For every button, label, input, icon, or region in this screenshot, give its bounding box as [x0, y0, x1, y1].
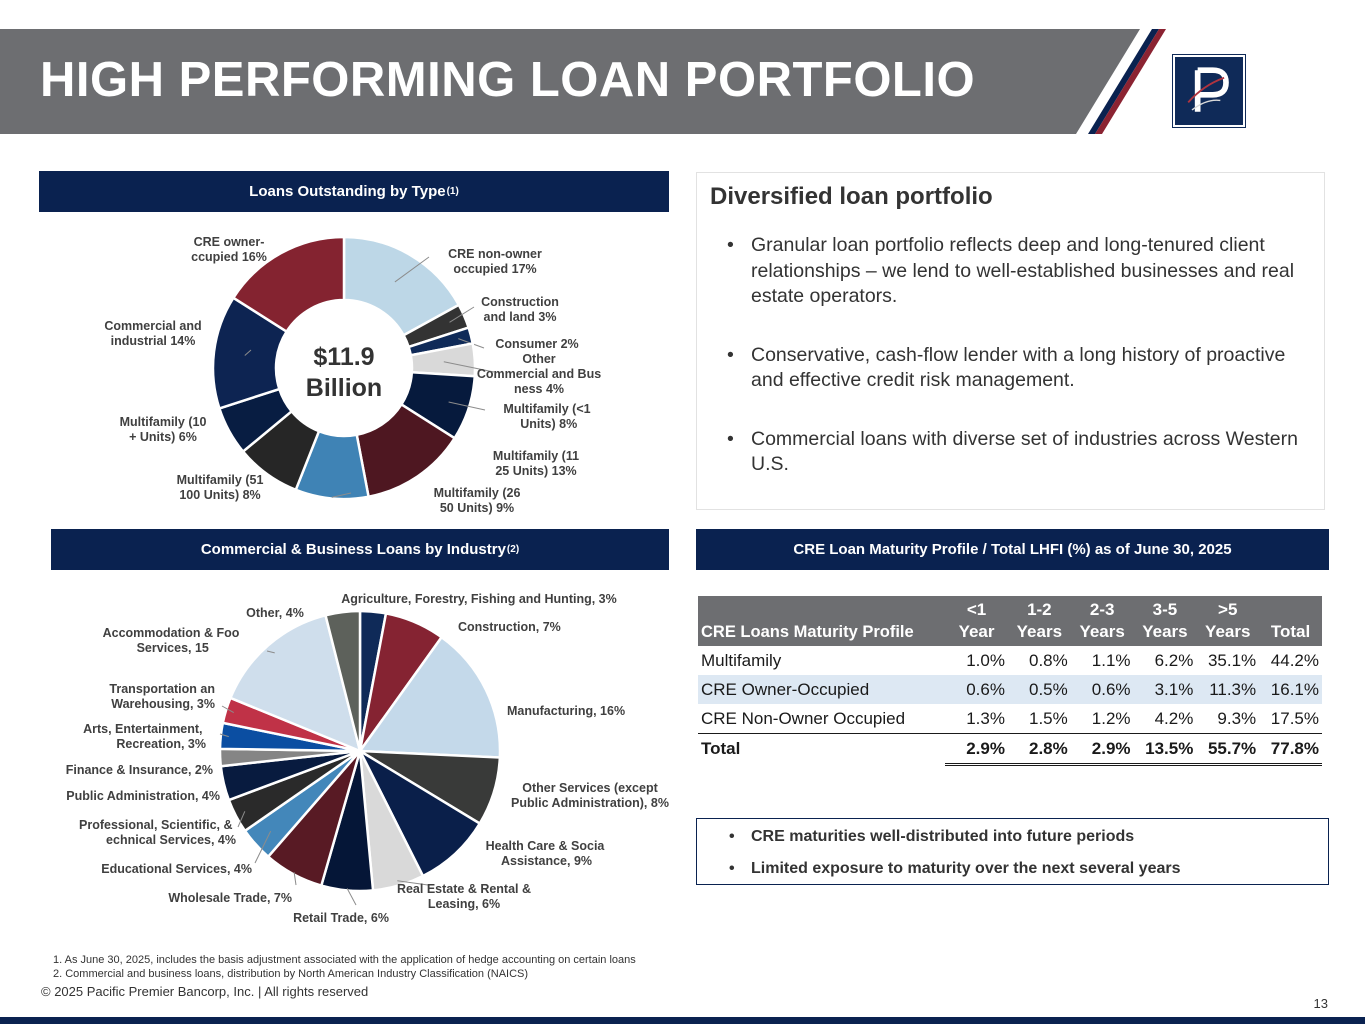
industry-section-title: Commercial & Business Loans by Industry — [200, 541, 506, 558]
slice-label-transportation-and-warehousing: Transportation an Warehousing, 3% — [107, 682, 215, 711]
pacific-premier-logo-icon — [1173, 55, 1245, 127]
table-cell: 17.5% — [1259, 704, 1322, 734]
table-row — [698, 704, 1322, 734]
slice-label-multifamily-10-units: Multifamily (<1 Units) 8% — [503, 402, 591, 431]
table-cell: 2.9% — [1071, 734, 1134, 765]
table-cell: 6.2% — [1154, 650, 1194, 670]
table-cell: 11.3% — [1196, 675, 1259, 704]
table-cell: 0.6% — [945, 675, 1008, 704]
table-cell: 35.1% — [1207, 650, 1257, 670]
table-cell: 1.1% — [1091, 650, 1131, 670]
slice-label-cre-non-owner-occupied: CRE non-owner occupied 17% — [448, 247, 542, 276]
table-header-cell: Total — [1259, 596, 1322, 646]
table-cell: Total — [701, 739, 741, 759]
table-cell: 3.1% — [1134, 675, 1197, 704]
slice-label-manufacturing: Manufacturing, 16% — [507, 704, 626, 718]
table-cell: 9.3% — [1196, 704, 1259, 734]
slice-label-accommodation-food-services: Accommodation & Foo Services, 15 — [102, 626, 240, 655]
cre-maturity-table — [698, 596, 1322, 766]
table-header-cell: 1-2 Years — [1008, 596, 1071, 646]
table-header-cell: CRE Loans Maturity Profile — [698, 596, 945, 646]
loans-section-footnote-ref: (1) — [446, 186, 459, 197]
table-cell: 1.5% — [1008, 704, 1071, 734]
maturity-section-title: CRE Loan Maturity Profile / Total LHFI (%) as of June 30, 2025 — [793, 541, 1232, 558]
table-cell: Multifamily — [701, 650, 782, 670]
diversified-bullet: • Conservative, cash-flow lender with a long history of proactive and effective credit risk management. — [727, 343, 1307, 394]
diversified-bullet: • Granular loan portfolio reflects deep and long-tenured client relationships – we lend to well-established businesses and real estate operators. — [727, 233, 1307, 310]
table-cell: 0.8% — [1029, 650, 1068, 670]
table-cell: 1.3% — [945, 704, 1008, 734]
table-cell: 77.8% — [1259, 734, 1322, 765]
cre-maturity-callout — [696, 818, 1329, 885]
table-row — [698, 646, 1322, 675]
donut-center-amount: $11.9 — [313, 343, 375, 371]
slice-label-agriculture-forestry-fishing-and-hunting: Agriculture, Forestry, Fishing and Hunting, 3% — [341, 592, 617, 606]
diversified-heading: Diversified loan portfolio — [710, 183, 993, 210]
slice-label-educational-services: Educational Services, 4% — [101, 862, 252, 876]
industry-section-footnote-ref: (2) — [506, 544, 520, 555]
table-cell: 4.2% — [1134, 704, 1197, 734]
table-header-cell: <1 Year — [945, 596, 1008, 646]
slice-label-professional-scientific-technical-services: Professional, Scientific, & echnical Services, 4% — [79, 818, 236, 847]
slice-label-consumer: Consumer 2% — [495, 337, 579, 351]
slice-label-finance-insurance: Finance & Insurance, 2% — [65, 763, 213, 777]
slice-label-health-care-social-assistance: Health Care & Socia Assistance, 9% — [485, 839, 605, 868]
loans-section-title: Loans Outstanding by Type — [249, 183, 446, 200]
table-cell: 13.5% — [1134, 734, 1197, 765]
table-cell: 2.9% — [945, 734, 1008, 765]
slice-label-other-commercial-and-business: Other Commercial and Bus ness 4% — [476, 352, 602, 396]
slice-label-multifamily-26-50-units: Multifamily (26 50 Units) 9% — [433, 486, 521, 515]
footer-bar — [0, 1017, 1365, 1024]
table-header-row — [698, 596, 1322, 646]
slice-label-multifamily-11-25-units: Multifamily (11 25 Units) 13% — [492, 449, 580, 478]
maturity-section-header — [696, 529, 1329, 570]
table-header-cell: >5 Years — [1196, 596, 1259, 646]
table-cell: 44.2% — [1270, 650, 1319, 670]
slice-label-real-estate-rental-leasing: Real Estate & Rental & Leasing, 6% — [396, 882, 532, 911]
footnotes — [53, 954, 636, 981]
page-number: 13 — [1313, 996, 1328, 1011]
diversified-bullet-list — [727, 233, 1307, 511]
table-cell: 16.1% — [1259, 675, 1322, 704]
slice-label-commercial-and-industrial: Commercial and industrial 14% — [104, 319, 202, 348]
table-row — [698, 675, 1322, 704]
slice-label-other: Other, 4% — [246, 606, 304, 620]
slice-label-cre-owner-occupied: CRE owner-ccupied 16% — [191, 235, 267, 264]
loan-type-donut-chart — [39, 215, 669, 525]
table-header-cell: 2-3 Years — [1071, 596, 1134, 646]
slice-label-other-services-except-public-administration: Other Services (except Public Administration), 8% — [511, 781, 669, 810]
table-cell: CRE Owner-Occupied — [698, 675, 945, 704]
footnote: 2. Commercial and business loans, distribution by North American Industry Classification (NAICS) — [53, 967, 529, 980]
table-cell: 1.2% — [1071, 704, 1134, 734]
slice-label-wholesale-trade: Wholesale Trade, 7% — [168, 891, 292, 905]
callout-bullet: • CRE maturities well-distributed into future periods — [729, 827, 1181, 847]
table-cell: 2.8% — [1008, 734, 1071, 765]
slice-label-multifamily-51-100-units: Multifamily (51 100 Units) 8% — [176, 473, 264, 502]
slice-label-multifamily-101-units: Multifamily (10 + Units) 6% — [119, 415, 207, 444]
diversified-bullet: • Commercial loans with diverse set of industries across Western U.S. — [727, 427, 1307, 478]
table-header-cell: 3-5 Years — [1134, 596, 1197, 646]
footnote: 1. As June 30, 2025, includes the basis adjustment associated with the application of hedge accounting on certain loans — [53, 954, 636, 966]
donut-center-unit: Billion — [305, 374, 383, 402]
slice-label-arts-entertainment-recreation: Arts, Entertainment, Recreation, 3% — [83, 722, 206, 751]
diversified-portfolio-box — [696, 172, 1325, 510]
table-total-row — [698, 734, 1322, 765]
industry-pie-chart — [40, 575, 690, 935]
loans-section-header — [39, 171, 669, 212]
callout-bullet-list — [729, 827, 1181, 891]
table-cell: 1.0% — [966, 650, 1005, 670]
table-cell: 55.7% — [1196, 734, 1259, 765]
page-title: HIGH PERFORMING LOAN PORTFOLIO — [40, 53, 976, 107]
slice-label-public-administration: Public Administration, 4% — [66, 789, 220, 803]
table-cell: 0.6% — [1071, 675, 1134, 704]
callout-bullet: • Limited exposure to maturity over the next several years — [729, 859, 1181, 879]
copyright: © 2025 Pacific Premier Bancorp, Inc. | All rights reserved — [41, 984, 369, 999]
table-cell: 0.5% — [1008, 675, 1071, 704]
slice-label-retail-trade: Retail Trade, 6% — [293, 911, 389, 925]
slice-label-construction-and-land: Construction and land 3% — [481, 295, 559, 324]
table-cell: CRE Non-Owner Occupied — [698, 704, 945, 734]
industry-section-header — [51, 529, 669, 570]
slice-label-construction: Construction, 7% — [458, 620, 561, 634]
